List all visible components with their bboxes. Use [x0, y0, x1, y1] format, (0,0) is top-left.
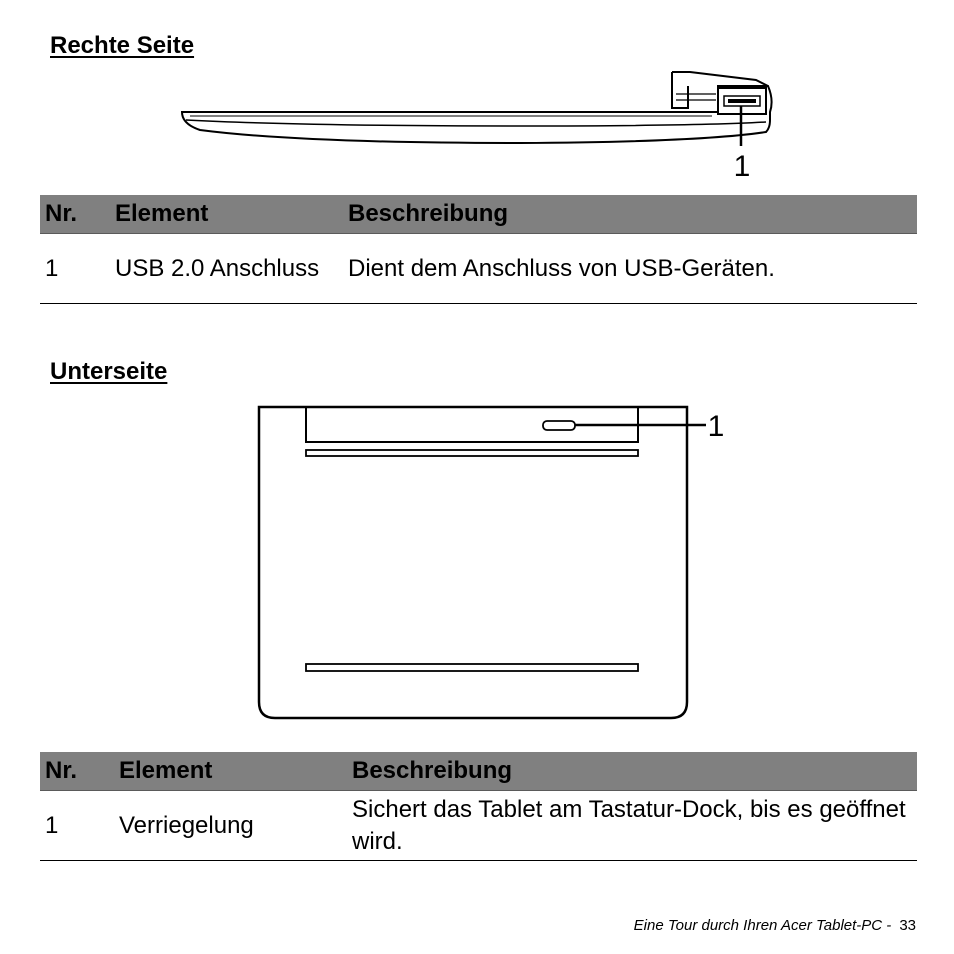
header-description: Beschreibung [343, 195, 917, 234]
page-footer [634, 917, 916, 934]
table-header-row [40, 195, 917, 234]
header-element: Element [110, 195, 343, 234]
header-nr: Nr. [40, 195, 110, 234]
table-row [40, 791, 917, 861]
table-header-row [40, 752, 917, 791]
callout-usb-number: 1 [733, 150, 751, 183]
section-heading-bottom-side: Unterseite [50, 358, 168, 385]
right-side-element-table [40, 195, 917, 304]
row-description: Dient dem Anschluss von USB-Geräten. [343, 234, 917, 304]
table-row [40, 234, 917, 304]
header-element: Element [114, 752, 347, 791]
row-element: Verriegelung [114, 791, 347, 861]
row-description: Sichert das Tablet am Tastatur-Dock, bis es geöffnet wird. [347, 791, 917, 861]
header-nr: Nr. [40, 752, 114, 791]
bottom-side-element-table [40, 752, 917, 861]
right-side-view-illustration [182, 72, 772, 146]
row-nr: 1 [40, 791, 114, 861]
callout-lock-number: 1 [707, 410, 725, 443]
row-nr: 1 [40, 234, 110, 304]
footer-text: Eine Tour durch Ihren Acer Tablet-PC - [633, 917, 892, 934]
row-element: USB 2.0 Anschluss [110, 234, 343, 304]
header-description: Beschreibung [347, 752, 917, 791]
section-heading-right-side: Rechte Seite [50, 32, 195, 59]
page-number: 33 [899, 917, 916, 934]
bottom-view-illustration [259, 407, 706, 718]
